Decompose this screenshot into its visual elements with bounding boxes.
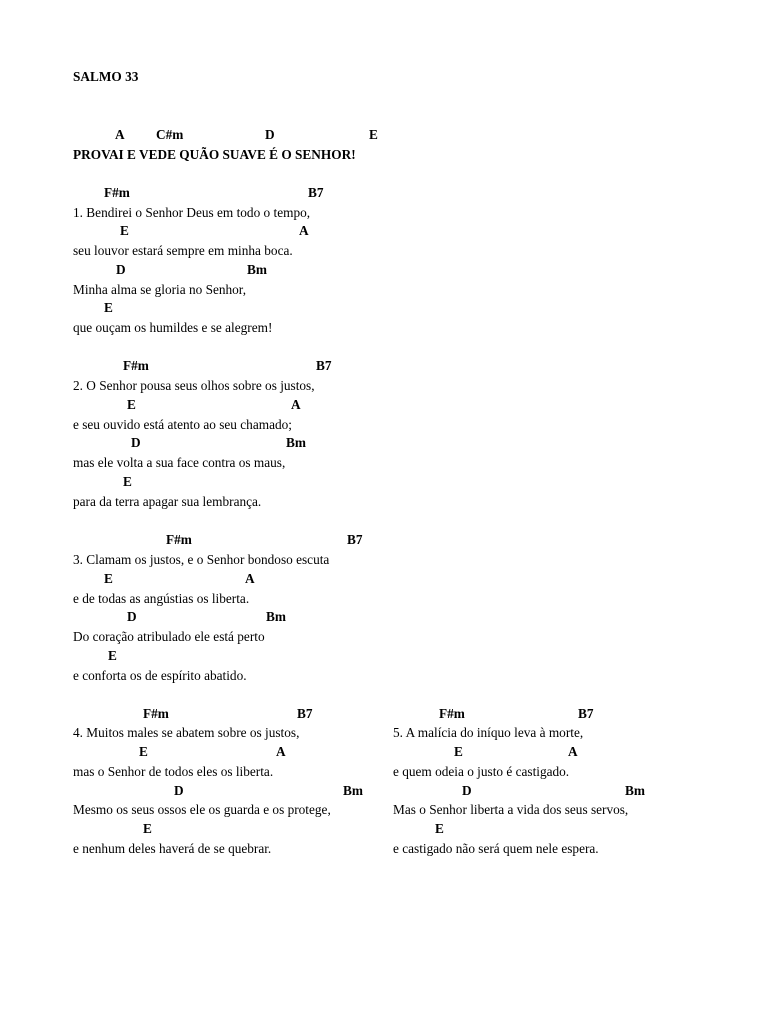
lyric-line: mas ele volta a sua face contra os maus, [73,455,286,470]
chord-label: A [568,744,578,759]
chord-label: E [369,127,378,142]
lyric-line: Do coração atribulado ele está perto [73,629,265,644]
chord-label: E [143,821,152,836]
lyric-line: 3. Clamam os justos, e o Senhor bondoso escuta [73,552,330,567]
lyric-line: 1. Bendirei o Senhor Deus em todo o tempo, [73,205,311,220]
chord-label: B7 [578,706,594,721]
lyric-line: e seu ouvido está atento ao seu chamado; [73,417,292,432]
lyric-line: e conforta os de espírito abatido. [73,668,247,683]
chord-label: B7 [297,706,313,721]
chord-label: Bm [286,435,306,450]
chord-label: E [104,571,113,586]
lyric-line: que ouçam os humildes e se alegrem! [73,320,273,335]
chord-label: E [104,300,113,315]
chord-label: F#m [439,706,465,721]
chord-label: E [123,474,132,489]
lyric-line: para da terra apagar sua lembrança. [73,494,262,509]
lyric-line: Mesmo os seus ossos ele os guarda e os protege, [73,802,331,817]
chord-label: Bm [247,262,267,277]
chord-label: D [174,783,184,798]
chord-label: B7 [308,185,324,200]
lyric-line: 4. Muitos males se abatem sobre os justos, [73,725,300,740]
chord-label: F#m [123,358,149,373]
lyric-line: e castigado não será quem nele espera. [393,841,599,856]
chord-label: B7 [347,532,363,547]
chord-label: F#m [166,532,192,547]
lyric-line: seu louvor estará sempre em minha boca. [73,243,293,258]
chord-label: Bm [266,609,286,624]
chord-label: D [265,127,275,142]
lyric-line: mas o Senhor de todos eles os liberta. [73,764,274,779]
chord-label: F#m [104,185,130,200]
chord-label: Bm [625,783,645,798]
lyric-line: Mas o Senhor liberta a vida dos seus servos, [393,802,629,817]
chord-label: E [435,821,444,836]
lyric-line: e nenhum deles haverá de se quebrar. [73,841,272,856]
chord-label: C#m [156,127,184,142]
lyric-line: e quem odeia o justo é castigado. [393,764,570,779]
lyric-line: 5. A malícia do iníquo leva à morte, [393,725,584,740]
chord-label: A [276,744,286,759]
chord-label: E [127,397,136,412]
chord-label: D [462,783,472,798]
lyric-line: Minha alma se gloria no Senhor, [73,282,247,297]
chord-label: A [291,397,301,412]
lyric-line: e de todas as angústias os liberta. [73,591,250,606]
chord-label: A [115,127,125,142]
chord-label: D [116,262,126,277]
chord-label: D [131,435,141,450]
chord-label: E [120,223,129,238]
chord-label: B7 [316,358,332,373]
refrain-text: PROVAI E VEDE QUÃO SUAVE É O SENHOR! [73,147,356,162]
chord-label: A [245,571,255,586]
chord-label: Bm [343,783,363,798]
page-title: SALMO 33 [73,69,139,84]
chord-label: E [139,744,148,759]
chord-label: A [299,223,309,238]
chord-label: E [454,744,463,759]
chord-label: D [127,609,137,624]
chord-label: E [108,648,117,663]
lyric-line: 2. O Senhor pousa seus olhos sobre os justos, [73,378,315,393]
chord-label: F#m [143,706,169,721]
